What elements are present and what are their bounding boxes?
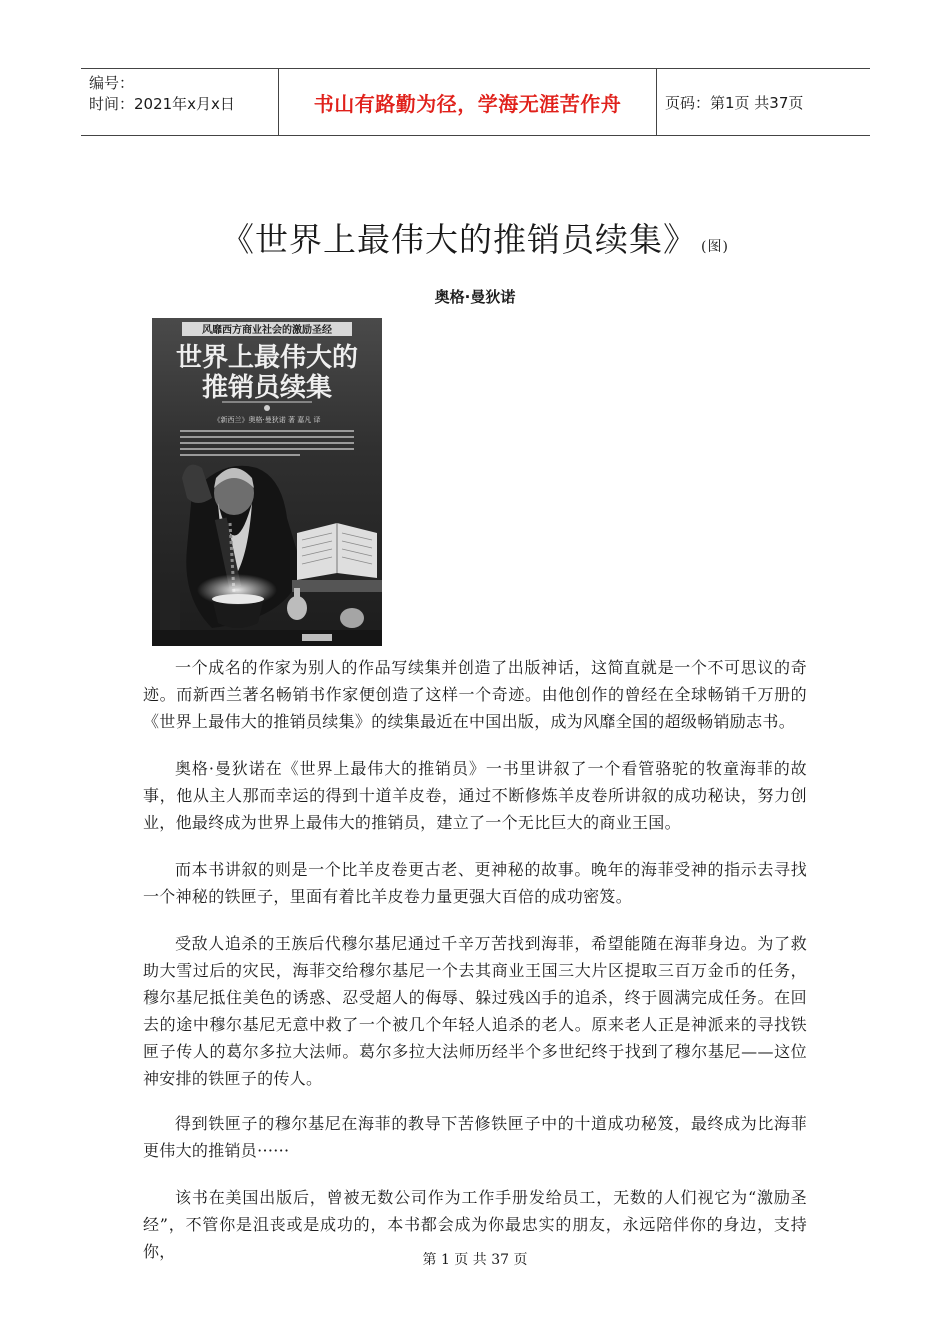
author-name: 奥格·曼狄诺 [434, 288, 516, 306]
paragraph-2: 奥格·曼狄诺在《世界上最伟大的推销员》一书里讲叙了一个看管骆驼的牧童海菲的故事，他从主人那而幸运的得到十道羊皮卷，通过不断修炼羊皮卷所讲叙的成功秘诀，努力创业，他最终成为世界上最伟大的推销员，建立了一个无比巨大的商业王国。 [143, 759, 807, 832]
paragraph-6: 该书在美国出版后，曾被无数公司作为工作手册发给员工，无数的人们视它为“激励圣经”，不管你是沮丧或是成功的，本书都会成为你最忠实的朋友，永远陪伴你的身边，支持你， [143, 1188, 807, 1261]
cover-open-book [292, 523, 382, 592]
cover-title-line2: 推销员续集 [201, 373, 333, 403]
paragraph-1: 一个成名的作家为别人的作品写续集并创造了出版神话，这简直就是一个不可思议的奇迹。而新西兰著名畅销书作家便创造了这样一个奇迹。由他创作的曾经在全球畅销千万册的《世界上最伟大的推销员续集》的续集最近在中国出版，成为风靡全国的超级畅销励志书。 [143, 658, 807, 731]
title-suffix: (图) [701, 239, 729, 255]
paragraph-4: 受敌人追杀的王族后代穆尔基尼通过千辛万苦找到海菲，希望能随在海菲身边。为了救助大雪过后的灾民，海菲交给穆尔基尼一个去其商业王国三大片区提取三百万金币的任务，穆尔基尼抵住美色的诱惑、忍受超人的侮辱、躲过残凶手的追杀，终于圆满完成任务。在回去的途中穆尔基尼无意中救了一个被几个年轻人追杀的老人。原来老人正是神派来的寻找铁匣子传人的葛尔多拉大法师。葛尔多拉大法师历经半个多世纪终于找到了穆尔基尼——这位神安排的铁匣子的传人。 [143, 934, 807, 1088]
cover-credit: 《新西兰》奥格·曼狄诺 著 嘉凡 译 [213, 416, 321, 424]
document-title [0, 214, 950, 261]
header-table [81, 68, 870, 136]
header-page-code: 页码：第1页 共37页 [665, 93, 804, 112]
book-cover-illustration [152, 318, 382, 646]
paragraph-5: 得到铁匣子的穆尔基尼在海菲的教导下苦修铁匣子中的十道成功秘笈，最终成为比海菲更伟大的推销员······ [143, 1114, 807, 1160]
header-time: 时间：2021年x月x日 [89, 95, 235, 113]
header-motto: 书山有路勤为径，学海无涯苦作舟 [279, 69, 657, 135]
cover-top-banner: 风靡西方商业社会的激励圣经 [202, 325, 332, 336]
cover-title-line1: 世界上最伟大的 [175, 343, 359, 373]
header-meta-cell [81, 69, 279, 135]
header-number: 编号： [89, 74, 135, 92]
paragraph-3: 而本书讲叙的则是一个比羊皮卷更古老、更神秘的故事。晚年的海菲受神的指示去寻找一个神秘的铁匣子，里面有着比羊皮卷力量更强大百倍的成功密笈。 [143, 860, 807, 906]
title-main: 《世界上最伟大的推销员续集》 [221, 220, 698, 259]
book-cover-image [152, 318, 382, 646]
page-footer: 第 1 页 共 37 页 [422, 1252, 528, 1268]
